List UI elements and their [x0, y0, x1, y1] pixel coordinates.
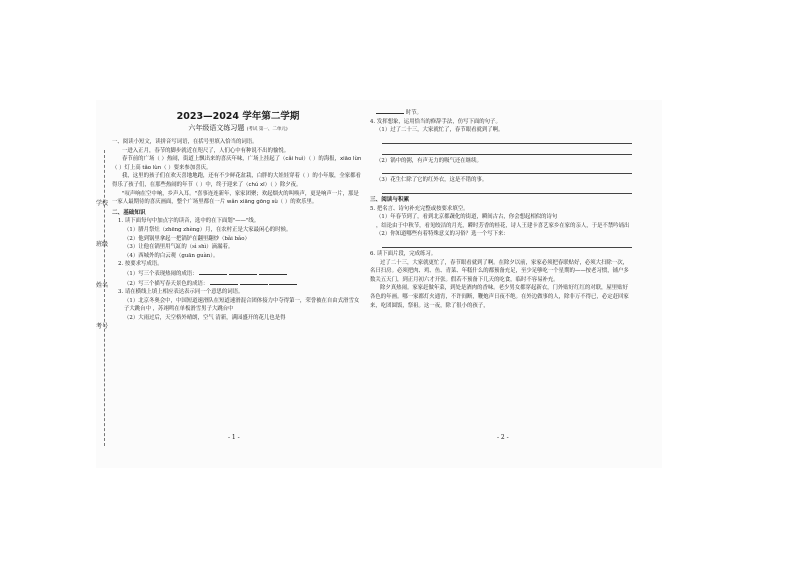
- binding-label: 班级: [95, 241, 108, 248]
- binding-label: 姓名: [95, 282, 108, 289]
- section-heading: 二、基础知识: [112, 209, 146, 216]
- page-1: [112, 108, 364, 322]
- sub-question: （3）花生仁除了它的红外衣，这是不错的事。: [376, 177, 488, 184]
- sub-question: （4）西城外的白云观（guān guàn）。: [124, 252, 219, 259]
- answer-line[interactable]: [382, 146, 632, 155]
- question: 1. 读下面每句中加点字的读音，选中的在下面划"——"线。: [118, 218, 260, 225]
- sub-question: （2）写三个描写春天景色的成语：: [112, 279, 364, 289]
- exam-title: 2023—2024 学年第二学期: [176, 111, 300, 122]
- question: 5. 把名言、诗句补充完整或按要求填空。: [370, 205, 469, 212]
- binding-label: 学校: [95, 200, 108, 207]
- page-2: [370, 108, 632, 310]
- question: 6. 读下面片段，完成练习。: [370, 250, 437, 257]
- sub-question: （1）年春节到了，看到北京都蔬化的街道，瞬间古古，你会想起相似的诗句: [376, 214, 558, 221]
- question: 2. 按要求写成语。: [118, 261, 163, 268]
- sub-question: （1）北京冬奥会中，中国短道速滑队在短道速滑混合团体接力中夺得第一，荣誉被在自由式滑雪女子大跳台中 ，苏翊鸣在单板滑雪男子大跳台中: [124, 297, 360, 313]
- continued-text: 时节。: [370, 108, 632, 118]
- sub-question: （2）他到锅里拿起一把锅铲在翻里翻炒（bǎi bǎo）: [124, 235, 250, 242]
- answer-line[interactable]: [382, 165, 632, 174]
- sub-question: （2）锅中的粥，有声无力的吸气还在继续。: [376, 157, 482, 164]
- binding-label: 考号: [95, 323, 108, 330]
- sub-question: （2）大雨过后，天空格外晴朗，空气 清新，满园盛开的花儿也是得: [124, 314, 286, 321]
- answer-line[interactable]: [382, 185, 632, 194]
- passage-paragraph: "叹声响在空中响，乡声入耳。"喜事连连新年，家家团聚；欢起烟火的叫唤声，更是响声一片，那是一家人最期待的喜庆画面，整个广场里都在一片 wǎn xiāng gōng sù（ ）的欢乐里。: [112, 190, 359, 206]
- sub-question: （1）写三个表现热闹的成语：: [112, 269, 364, 279]
- sub-question: ，结论由于中秋节，看见皎洁的月光，瞬时芳香的桂花，诗人王建卡喜艺家乡在家的亲人，于是不禁吟诵出: [376, 222, 630, 229]
- passage-paragraph: 一进入正月，春节的脚步就近在咫尺了，人们心中有种说不出的愉悦。: [122, 147, 290, 154]
- section-heading: 三、阅读与积累: [370, 196, 410, 203]
- page-number: - 1 -: [228, 434, 240, 441]
- passage-paragraph: 春节前的广场（ ）热闹，街道上飘出来的喜庆年味，广场上挂起了（cǎi huì）（ ）的海报，xiāo lùn（ ）灯上高 tǎo lùn（ ）要来参加喜庆。: [112, 156, 362, 171]
- sub-question: （1）过了二十三，大家就忙了，春节眼看就到了啊。: [376, 127, 504, 134]
- sub-question: （2）你知道哪些有着特殊意义的习俗？选一个写下来：: [376, 231, 509, 238]
- reading-paragraph: 除夕真热闹。家家赶做年菜，到处是酒肉的香味。老少男女都穿起新衣，门外贴好红红的对联，屋里贴好各色的年画。哪一家都灯火通宵，不许间断，鞭炮声日夜不绝。在外边做事的人，除非万不得已，必定赶回家来，吃团圆饭，祭祖。这一夜，除了很小的孩子，: [370, 285, 629, 309]
- sub-question: （1）腊月祭灶（zhēng zhèng）月，在农村正是大家最闲心的时候。: [124, 226, 292, 233]
- answer-line[interactable]: [382, 135, 632, 144]
- page-number: - 2 -: [497, 434, 509, 441]
- exam-subtitle: 六年级语文练习题 (考试 第一、二单元): [188, 124, 288, 132]
- binding-margin: [95, 200, 109, 364]
- question-1-intro: 一、阅读小短文，读拼音写词语，在括号里填入恰当的词语。: [112, 139, 258, 145]
- question: 3. 请在横线上填上相应表达表示同一个意思的词语。: [118, 289, 244, 296]
- sub-question: （3）让他在锅里用气缸的（sì shì）滴漏着。: [124, 244, 234, 251]
- answer-line[interactable]: [382, 239, 632, 248]
- passage-paragraph: 我，这里的孩子们在欢天喜地地跑，还有不少鲜花盆栽，白胖的大娃娃穿着（ ）的小年服，全家都看得乐了孩子们，在那些热闹的年节（ ）中，终于迎来了（chú xī）（ ）除夕夜。: [112, 173, 361, 188]
- question: 4. 发挥想象，运用恰当的修辞手法，仿写下面的句子。: [370, 118, 501, 125]
- reading-paragraph: 过了二十三，大家就更忙了，春节眼看就到了啊。在除夕以前，家家必须把春联贴好，必须大扫除一次，名曰扫房。必须把肉、鸡、鱼、青菜、年糕什么的都预备充足，至少足够吃一个星期的——按老习惯，铺户多数关五天门，到正月初六才开张。假若不预备下几天的吃食，临时不容易补充。: [370, 259, 629, 283]
